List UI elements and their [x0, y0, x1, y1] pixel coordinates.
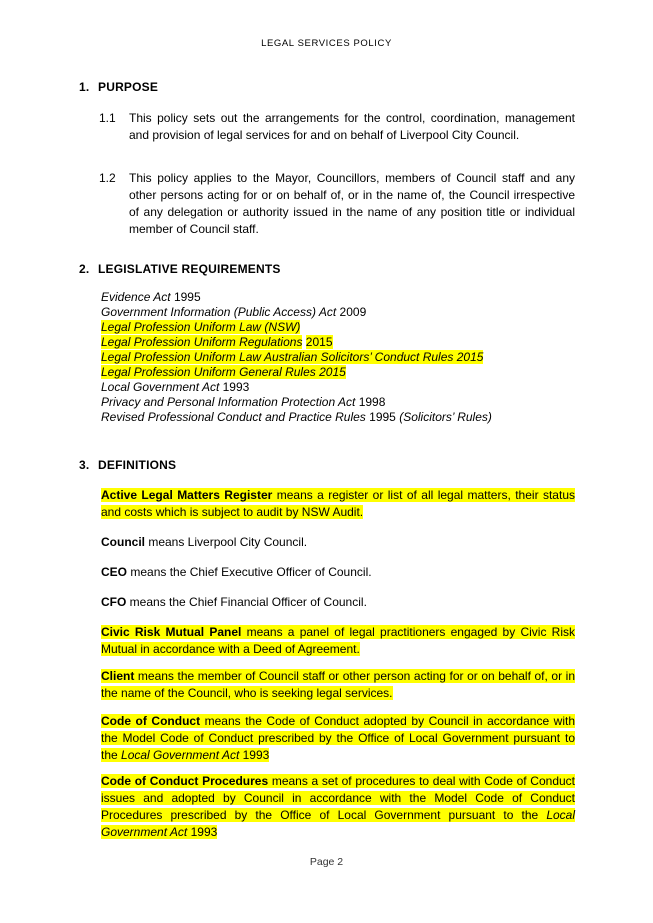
definition-act: Local Government Act	[121, 748, 240, 762]
definition-body	[101, 565, 372, 579]
clause-text: This policy applies to the Mayor, Councillors, members of Council staff and any other persons acting for or on behalf of, or in the name of, the Council irrespective of any delegation or authority issued in the name of any position title or individual member of Council staff.	[129, 171, 575, 236]
definition-body	[101, 488, 575, 519]
definition-body	[101, 595, 367, 609]
definition-text: means the Chief Executive Officer of Council.	[127, 565, 372, 579]
section-number: 3.	[79, 458, 90, 472]
definition-text: means a register or list of all legal matters, their status and costs which is subject to audit by NSW Audit.	[101, 488, 575, 519]
act-title: Evidence Act	[101, 290, 171, 304]
act-year: 2015	[305, 335, 333, 349]
act-year: 1995	[173, 290, 201, 304]
definition-body	[101, 625, 575, 656]
definition-entry	[101, 534, 575, 551]
definition-entry	[101, 713, 575, 764]
section-heading-purpose	[79, 80, 158, 94]
section-title: PURPOSE	[98, 80, 159, 94]
section-heading-legislative-requirements	[79, 262, 281, 276]
definition-entry	[101, 624, 575, 658]
legislation-item	[101, 365, 492, 380]
definition-term: Civic Risk Mutual Panel	[101, 625, 242, 639]
section-number: 1.	[79, 80, 90, 94]
legislation-item	[101, 290, 492, 305]
legislation-item	[101, 410, 492, 425]
definition-entry	[101, 594, 575, 611]
act-title: Legal Profession Uniform Regulations	[101, 335, 303, 349]
act-year: 2009	[339, 305, 367, 319]
definition-term: Council	[101, 535, 145, 549]
definition-body	[101, 774, 575, 839]
document-header: LEGAL SERVICES POLICY	[261, 38, 392, 49]
clause-number: 1.2	[99, 171, 116, 185]
act-title: Legal Profession Uniform Law Australian Solicitors’ Conduct Rules 2015	[101, 350, 484, 364]
act-title: Revised Professional Conduct and Practice Rules	[101, 410, 366, 424]
definition-term: Code of Conduct Procedures	[101, 774, 269, 788]
definition-text: means a panel of legal practitioners engaged by Civic Risk Mutual in accordance with a Deed of Agreement.	[101, 625, 575, 656]
page-number: Page 2	[309, 856, 344, 868]
act-year: 1998	[358, 395, 386, 409]
definition-act-year: 1993	[187, 825, 218, 839]
definition-term: Client	[101, 669, 135, 683]
definition-text: means the member of Council staff or other person acting for or on behalf of, or in the name of the Council, who is seeking legal services.	[101, 669, 575, 700]
definition-body	[101, 669, 575, 700]
section-heading-definitions	[79, 458, 176, 472]
clause-text: This policy sets out the arrangements for the control, coordination, management and provision of legal services for and on behalf of Liverpool City Council.	[129, 111, 575, 142]
legislation-item	[101, 395, 492, 410]
legislation-list	[101, 290, 492, 425]
clause-number: 1.1	[99, 111, 116, 125]
act-title: Legal Profession Uniform Law (NSW)	[101, 320, 301, 334]
definition-term: CFO	[101, 595, 127, 609]
act-year: 1993	[222, 380, 250, 394]
act-title: Local Government Act	[101, 380, 220, 394]
definition-term: CEO	[101, 565, 128, 579]
definition-entry	[101, 773, 575, 841]
definition-body	[101, 714, 575, 762]
legislation-item	[101, 305, 492, 320]
clause-1-1	[99, 110, 575, 144]
definition-act: Local Government Act	[101, 808, 575, 839]
act-title: Legal Profession Uniform General Rules 2015	[101, 365, 346, 379]
section-title: LEGISLATIVE REQUIREMENTS	[98, 262, 281, 276]
section-title: DEFINITIONS	[98, 458, 177, 472]
definition-entry	[101, 487, 575, 521]
act-year: 1995	[369, 410, 396, 424]
clause-1-2	[99, 170, 575, 238]
definition-body	[101, 535, 307, 549]
legislation-item	[101, 380, 492, 395]
legislation-item	[101, 350, 492, 365]
legislation-item	[101, 320, 492, 335]
legislation-item	[101, 335, 492, 350]
definition-text: means Liverpool City Council.	[145, 535, 308, 549]
act-title: Privacy and Personal Information Protection Act	[101, 395, 356, 409]
definition-text: means the Code of Conduct adopted by Council in accordance with the Model Code of Conduct prescribed by the Office of Local Government pursuant to the	[101, 714, 575, 762]
definition-term: Active Legal Matters Register	[101, 488, 273, 502]
definition-text: means a set of procedures to deal with Code of Conduct issues and adopted by Council in accordance with the Model Code of Conduct Procedures prescribed by the Office of Local Government pursuant to the	[101, 774, 576, 822]
definition-act-year: 1993	[239, 748, 270, 762]
section-number: 2.	[79, 262, 90, 276]
definition-entry	[101, 564, 575, 581]
definition-text: means the Chief Financial Officer of Council.	[126, 595, 367, 609]
definition-entry	[101, 668, 575, 702]
act-note: (Solicitors’ Rules)	[399, 410, 492, 424]
act-title: Government Information (Public Access) Act	[101, 305, 337, 319]
definition-term: Code of Conduct	[101, 714, 201, 728]
